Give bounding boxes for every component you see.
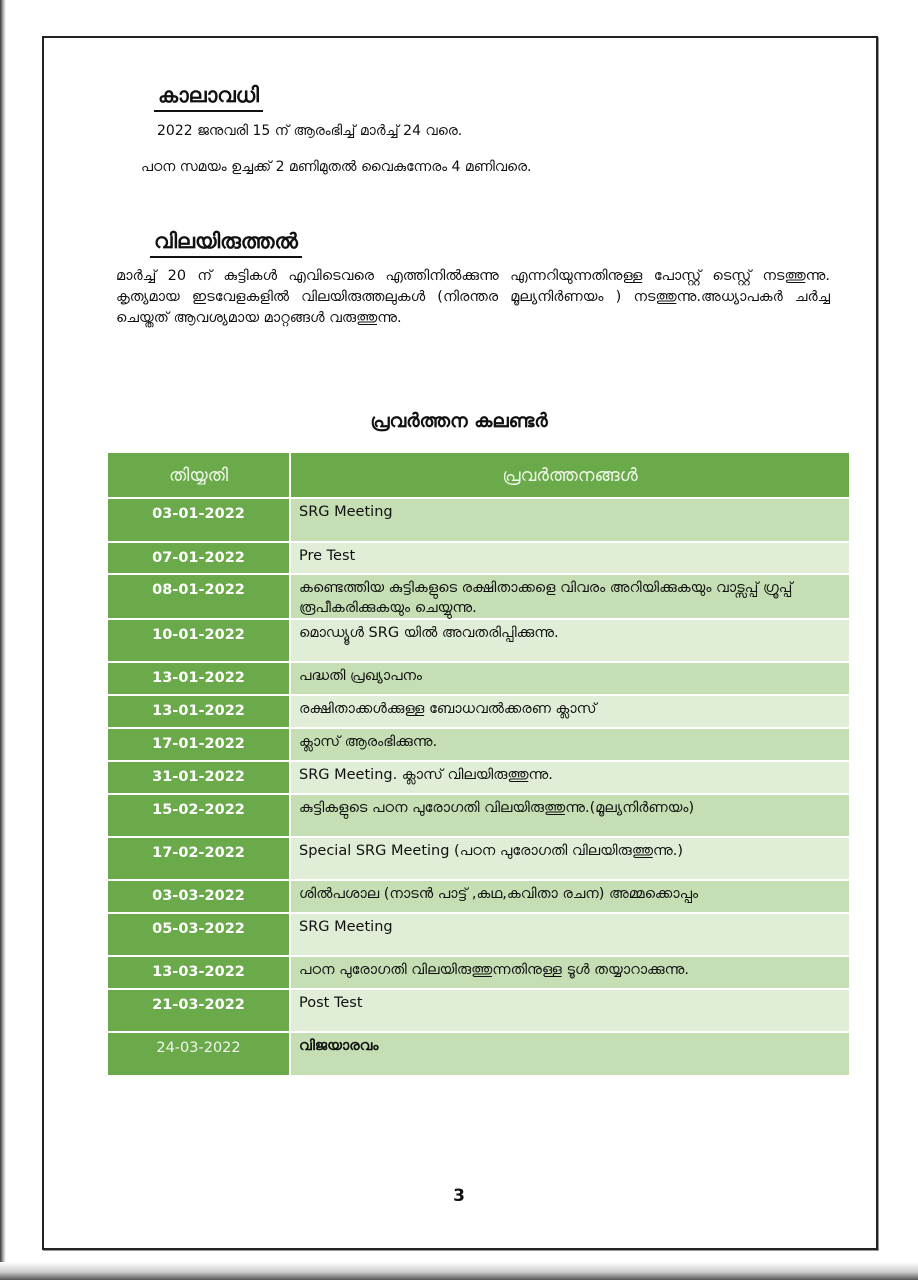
table-row — [108, 498, 849, 542]
table-row — [108, 837, 849, 880]
table-row — [108, 794, 849, 837]
scan-bottom-edge — [0, 1262, 918, 1280]
row-activity: മൊഡ്യൂൾ SRG യിൽ അവതരിപ്പിക്കുന്നു. — [290, 619, 849, 662]
table-row — [108, 956, 849, 989]
table-row — [108, 728, 849, 761]
row-date: 10-01-2022 — [108, 619, 290, 662]
row-activity: രക്ഷിതാക്കൾക്കുള്ള ബോധവൽക്കരണ ക്ലാസ് — [290, 695, 849, 728]
table-row — [108, 913, 849, 956]
row-date: 31-01-2022 — [108, 761, 290, 794]
row-activity: Pre Test — [290, 542, 849, 574]
row-date: 15-02-2022 — [108, 794, 290, 837]
table-header-row — [108, 453, 849, 498]
row-activity: കണ്ടെത്തിയ കുട്ടികളുടെ രക്ഷിതാക്കളെ വിവരം അറിയിക്കുകയും വാട്സപ്പ് ഗ്രൂപ്പ് രൂപീകരിക്കുകയും ചെയ്യുന്നു. — [290, 574, 849, 619]
row-date: 13-01-2022 — [108, 662, 290, 695]
table-row — [108, 989, 849, 1032]
table-row — [108, 542, 849, 574]
row-date: 08-01-2022 — [108, 574, 290, 619]
table-row — [108, 619, 849, 662]
row-date: 17-02-2022 — [108, 837, 290, 880]
row-date: 03-03-2022 — [108, 880, 290, 913]
evaluation-heading: വിലയിരുത്തൽ — [150, 228, 302, 258]
row-activity: ക്ലാസ് ആരംഭിക്കുന്നു. — [290, 728, 849, 761]
row-activity: കുട്ടികളുടെ പഠന പുരോഗതി വിലയിരുത്തുന്നു.(മൂല്യനിർണയം) — [290, 794, 849, 837]
row-activity: പദ്ധതി പ്രഖ്യാപനം — [290, 662, 849, 695]
table-row — [108, 761, 849, 794]
activity-column-header: പ്രവർത്തനങ്ങൾ — [290, 453, 849, 498]
table-row — [108, 662, 849, 695]
date-column-header: തിയ്യതി — [108, 453, 290, 498]
table-row — [108, 695, 849, 728]
row-date: 05-03-2022 — [108, 913, 290, 956]
evaluation-paragraph: മാർച്ച് 20 ന് കുട്ടികൾ എവിടെവരെ എത്തിനിൽക്കുന്നു എന്നറിയുന്നതിനുള്ള പോസ്റ്റ് ടെസ്റ്റ് നടത്തുന്നു. കൃത്യമായ ഇടവേളകളിൽ വിലയിരുത്തലുകൾ (നിരന്തര മൂല്യനിർണയം ) നടത്തുന്നു.അധ്യാപകർ ചർച്ച ചെയ്തത് ആവശ്യമായ മാറ്റങ്ങൾ വരുത്തുന്നു. — [116, 268, 830, 326]
study-time: പഠന സമയം ഉച്ചക്ക് 2 മണിമുതൽ വൈകുന്നേരം 4 മണിവരെ. — [141, 159, 532, 175]
duration-dates: 2022 ജനുവരി 15 ന് ആരംഭിച്ച് മാർച്ച് 24 വരെ. — [157, 123, 463, 139]
table-row — [108, 880, 849, 913]
row-activity: SRG Meeting — [290, 913, 849, 956]
row-activity: Post Test — [290, 989, 849, 1032]
activity-calendar-table — [108, 453, 849, 1075]
row-date: 03-01-2022 — [108, 498, 290, 542]
row-date: 13-01-2022 — [108, 695, 290, 728]
row-date: 07-01-2022 — [108, 542, 290, 574]
row-date: 24-03-2022 — [108, 1032, 290, 1075]
row-date: 17-01-2022 — [108, 728, 290, 761]
row-date: 21-03-2022 — [108, 989, 290, 1032]
calendar-title: പ്രവർത്തന കലണ്ടർ — [370, 410, 548, 432]
row-activity: വിജയാരവം — [290, 1032, 849, 1075]
page-number: 3 — [453, 1186, 465, 1206]
duration-heading: കാലാവധി — [154, 82, 263, 112]
row-activity: Special SRG Meeting (പഠന പുരോഗതി വിലയിരുത്തുന്നു.) — [290, 837, 849, 880]
row-activity: SRG Meeting — [290, 498, 849, 542]
row-activity: SRG Meeting. ക്ലാസ് വിലയിരുത്തുന്നു. — [290, 761, 849, 794]
row-activity: പഠന പുരോഗതി വിലയിരുത്തുന്നതിനുള്ള ടൂൾ തയ്യാറാക്കുന്നു. — [290, 956, 849, 989]
row-date: 13-03-2022 — [108, 956, 290, 989]
row-activity: ശിൽപശാല (നാടൻ പാട്ട് ,കഥ,കവിതാ രചന) അമ്മക്കൊപ്പം — [290, 880, 849, 913]
scan-left-edge — [0, 0, 6, 1280]
table-row — [108, 574, 849, 619]
table-row — [108, 1032, 849, 1075]
